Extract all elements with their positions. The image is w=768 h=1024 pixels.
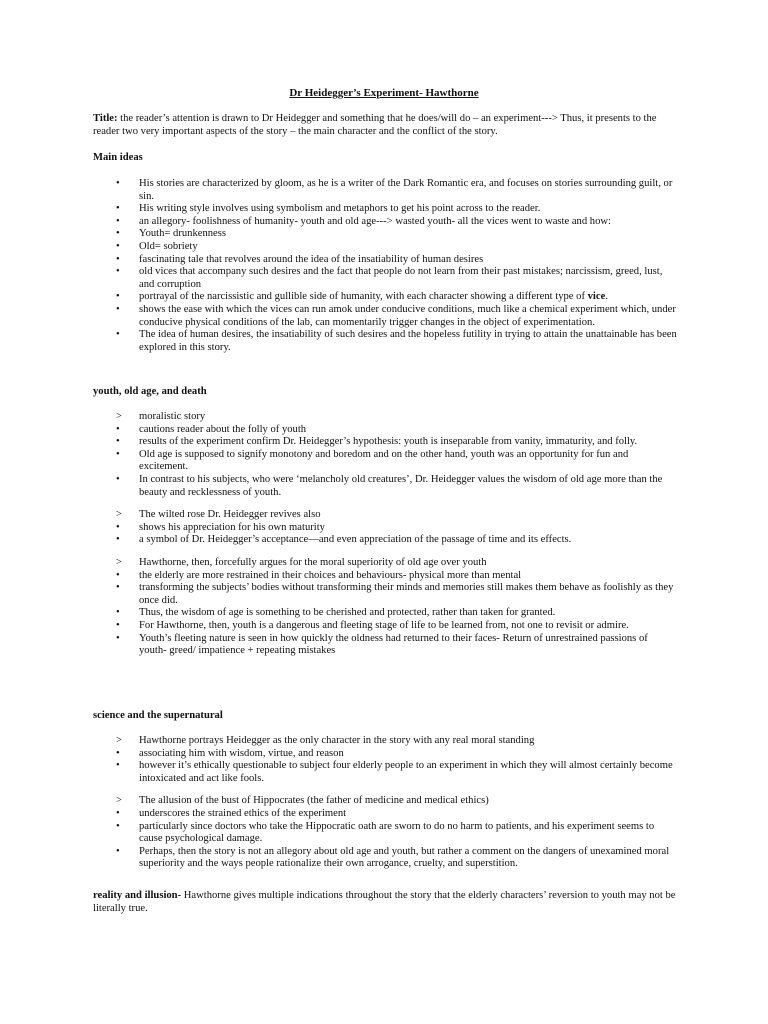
title-paragraph-text: the reader’s attention is drawn to Dr Heidegger and something that he does/will do – an experiment---> Thus, it presents to the reader two very important aspects of the story – the main character and the conflict of the story. [93, 113, 657, 137]
bullet-marker: • [116, 291, 120, 303]
list-item-text: The idea of human desires, the insatiability of such desires and the hopeless futility in trying to attain the unattainable has been explored in this story. [139, 329, 677, 353]
list-item-text: cautions reader about the folly of youth [139, 423, 307, 435]
list-item [0, 203, 768, 216]
closing-paragraph-text: Hawthorne gives multiple indications throughout the story that the elderly characters’ reversion to youth may not be literally true. [93, 890, 676, 914]
list-item-text: results of the experiment confirm Dr. Heidegger’s hypothesis: youth is inseparable from vanity, immaturity, and folly. [139, 436, 638, 448]
bullet-marker: • [116, 534, 120, 546]
section-heading-science-supernatural: science and the supernatural [93, 710, 223, 721]
bullet-marker: • [116, 820, 120, 832]
list-item [0, 329, 768, 354]
bullet-marker: • [116, 423, 120, 435]
list-item [0, 449, 768, 474]
document-title: Dr Heidegger’s Experiment- Hawthorne [289, 87, 479, 99]
list-item-text: Youth’s fleeting nature is seen in how quickly the oldness had returned to their faces- Return of unrestrained passions of youth- greed/ impatience + repeating mistakes [139, 632, 648, 657]
list-item-text: His stories are characterized by gloom, as he is a writer of the Dark Romantic era, and focuses on stories surrounding guilt, or sin. [139, 178, 673, 202]
list-item [0, 522, 768, 535]
list-item-text: portrayal of the narcissistic and gullible side of humanity, with each character showing a different type of [139, 291, 588, 303]
list-item [0, 748, 768, 761]
bullet-marker: • [116, 266, 120, 278]
arrow-marker: > [116, 556, 122, 568]
bullet-marker: • [116, 760, 120, 772]
bullet-marker: • [116, 303, 120, 315]
title-label: Title: [93, 113, 118, 124]
list-item-text: shows the ease with which the vices can run amok under conducive conditions, much like a chemical experiment which, under conducive physical conditions of the lab, can momentarily trigger changes in the object of experimentation. [139, 303, 676, 328]
bullet-marker: • [116, 473, 120, 485]
closing-label: reality and illusion- [93, 890, 182, 901]
list-item-text: an allegory- foolishness of humanity- youth and old age---> wasted youth- all the vices went to waste and how: [139, 215, 611, 227]
list-item-text: Thus, the wisdom of age is something to be cherished and protected, rather than taken for granted. [139, 607, 556, 619]
list-item [0, 582, 768, 607]
list-item-text: transforming the subjects’ bodies without transforming their minds and memories still makes them behave as foolishly as they once did. [139, 582, 674, 606]
bullet-marker: • [116, 845, 120, 857]
list-item [0, 436, 768, 449]
list-item-text: old vices that accompany such desires and the fact that people do not learn from their past mistakes; narcissism, greed, lust, and corruption [139, 266, 663, 290]
list-item-text: The wilted rose Dr. Heidegger revives also [139, 509, 321, 521]
arrow-marker: > [116, 795, 122, 807]
bullet-marker: • [116, 240, 120, 252]
list-item-text: moralistic story [139, 411, 206, 422]
list-item-text: a symbol of Dr. Heidegger’s acceptance—and even appreciation of the passage of time and its effects. [139, 534, 572, 546]
list-item [0, 228, 768, 241]
bullet-marker: • [116, 607, 120, 619]
bullet-marker: • [116, 807, 120, 819]
title-paragraph [93, 113, 683, 138]
list-item [0, 557, 768, 570]
bullet-marker: • [116, 228, 120, 240]
list-item-text: fascinating tale that revolves around the idea of the insatiability of human desires [139, 253, 484, 265]
list-item [0, 846, 768, 871]
bullet-marker: • [116, 521, 120, 533]
main-ideas-list [0, 178, 768, 354]
list-item [0, 509, 768, 522]
bullet-marker: • [116, 329, 120, 341]
list-item [0, 178, 768, 203]
list-item-text: associating him with wisdom, virtue, and reason [139, 747, 344, 759]
bullet-marker: • [116, 215, 120, 227]
list-item [0, 216, 768, 229]
arrow-marker: > [116, 735, 122, 746]
bullet-marker: • [116, 178, 120, 189]
list-item [0, 411, 768, 424]
bullet-marker: • [116, 747, 120, 759]
closing-paragraph [93, 890, 683, 915]
list-item [0, 633, 768, 658]
list-item-text: For Hawthorne, then, youth is a dangerous and fleeting stage of life to be learned from, not one to revisit or admire. [139, 619, 629, 631]
list-item [0, 534, 768, 547]
list-item [0, 266, 768, 291]
list-item [0, 424, 768, 437]
list-item [0, 607, 768, 620]
list-item [0, 291, 768, 304]
arrow-marker: > [116, 509, 122, 521]
list-item-text: Hawthorne, then, forcefully argues for the moral superiority of old age over youth [139, 556, 487, 568]
bullet-marker: • [116, 569, 120, 581]
bullet-marker: • [116, 448, 120, 460]
list-item-text: His writing style involves using symbolism and metaphors to get his point across to the reader. [139, 203, 541, 215]
list-item-text: Old age is supposed to signify monotony and boredom and on the other hand, youth was an opportunity for fun and excitement. [139, 448, 629, 473]
list-item [0, 620, 768, 633]
bullet-marker: • [116, 436, 120, 448]
list-item [0, 241, 768, 254]
list-item-text: underscores the strained ethics of the experiment [139, 807, 347, 819]
list-item-text: Old= sobriety [139, 240, 198, 252]
list-item-tail: . [605, 291, 608, 303]
list-item [0, 304, 768, 329]
bullet-marker: • [116, 632, 120, 644]
list-item-text: however it’s ethically questionable to subject four elderly people to an experiment in which they will almost certainly become intoxicated and act like fools. [139, 760, 673, 784]
list-item-text: the elderly are more restrained in their choices and behaviours- physical more than mental [139, 569, 522, 581]
arrow-marker: > [116, 411, 122, 422]
list-item [0, 254, 768, 267]
section-heading-youth-old-age-death: youth, old age, and death [93, 386, 207, 397]
bullet-marker: • [116, 619, 120, 631]
science-supernatural-list [0, 735, 768, 871]
list-item [0, 808, 768, 821]
list-item-text: Perhaps, then the story is not an allegory about old age and youth, but rather a comment on the dangers of unexamined moral superiority and the ways people rationalize their own arrogance, cruelty, and superstition. [139, 845, 670, 870]
list-item-text: The allusion of the bust of Hippocrates (the father of medicine and medical ethics) [139, 795, 489, 807]
list-item-text: particularly since doctors who take the Hippocratic oath are sworn to do no harm to patients, and his experiment seems to cause psychological damage. [139, 820, 655, 845]
list-item [0, 760, 768, 785]
section-heading-main-ideas: Main ideas [93, 152, 143, 163]
list-item-text: In contrast to his subjects, who were ‘melancholy old creatures’, Dr. Heidegger values the wisdom of old age more than the beauty and recklessness of youth. [139, 473, 663, 498]
list-item-text: shows his appreciation for his own maturity [139, 521, 325, 533]
list-item-text: Hawthorne portrays Heidegger as the only character in the story with any real moral standing [139, 735, 535, 746]
list-item [0, 570, 768, 583]
list-item [0, 795, 768, 808]
list-item [0, 735, 768, 748]
list-item [0, 474, 768, 499]
list-item-emphasis: vice [587, 291, 606, 303]
youth-old-age-death-list [0, 411, 768, 658]
bullet-marker: • [116, 582, 120, 594]
bullet-marker: • [116, 253, 120, 265]
bullet-marker: • [116, 203, 120, 215]
list-item-text: Youth= drunkenness [139, 228, 227, 240]
list-item [0, 821, 768, 846]
